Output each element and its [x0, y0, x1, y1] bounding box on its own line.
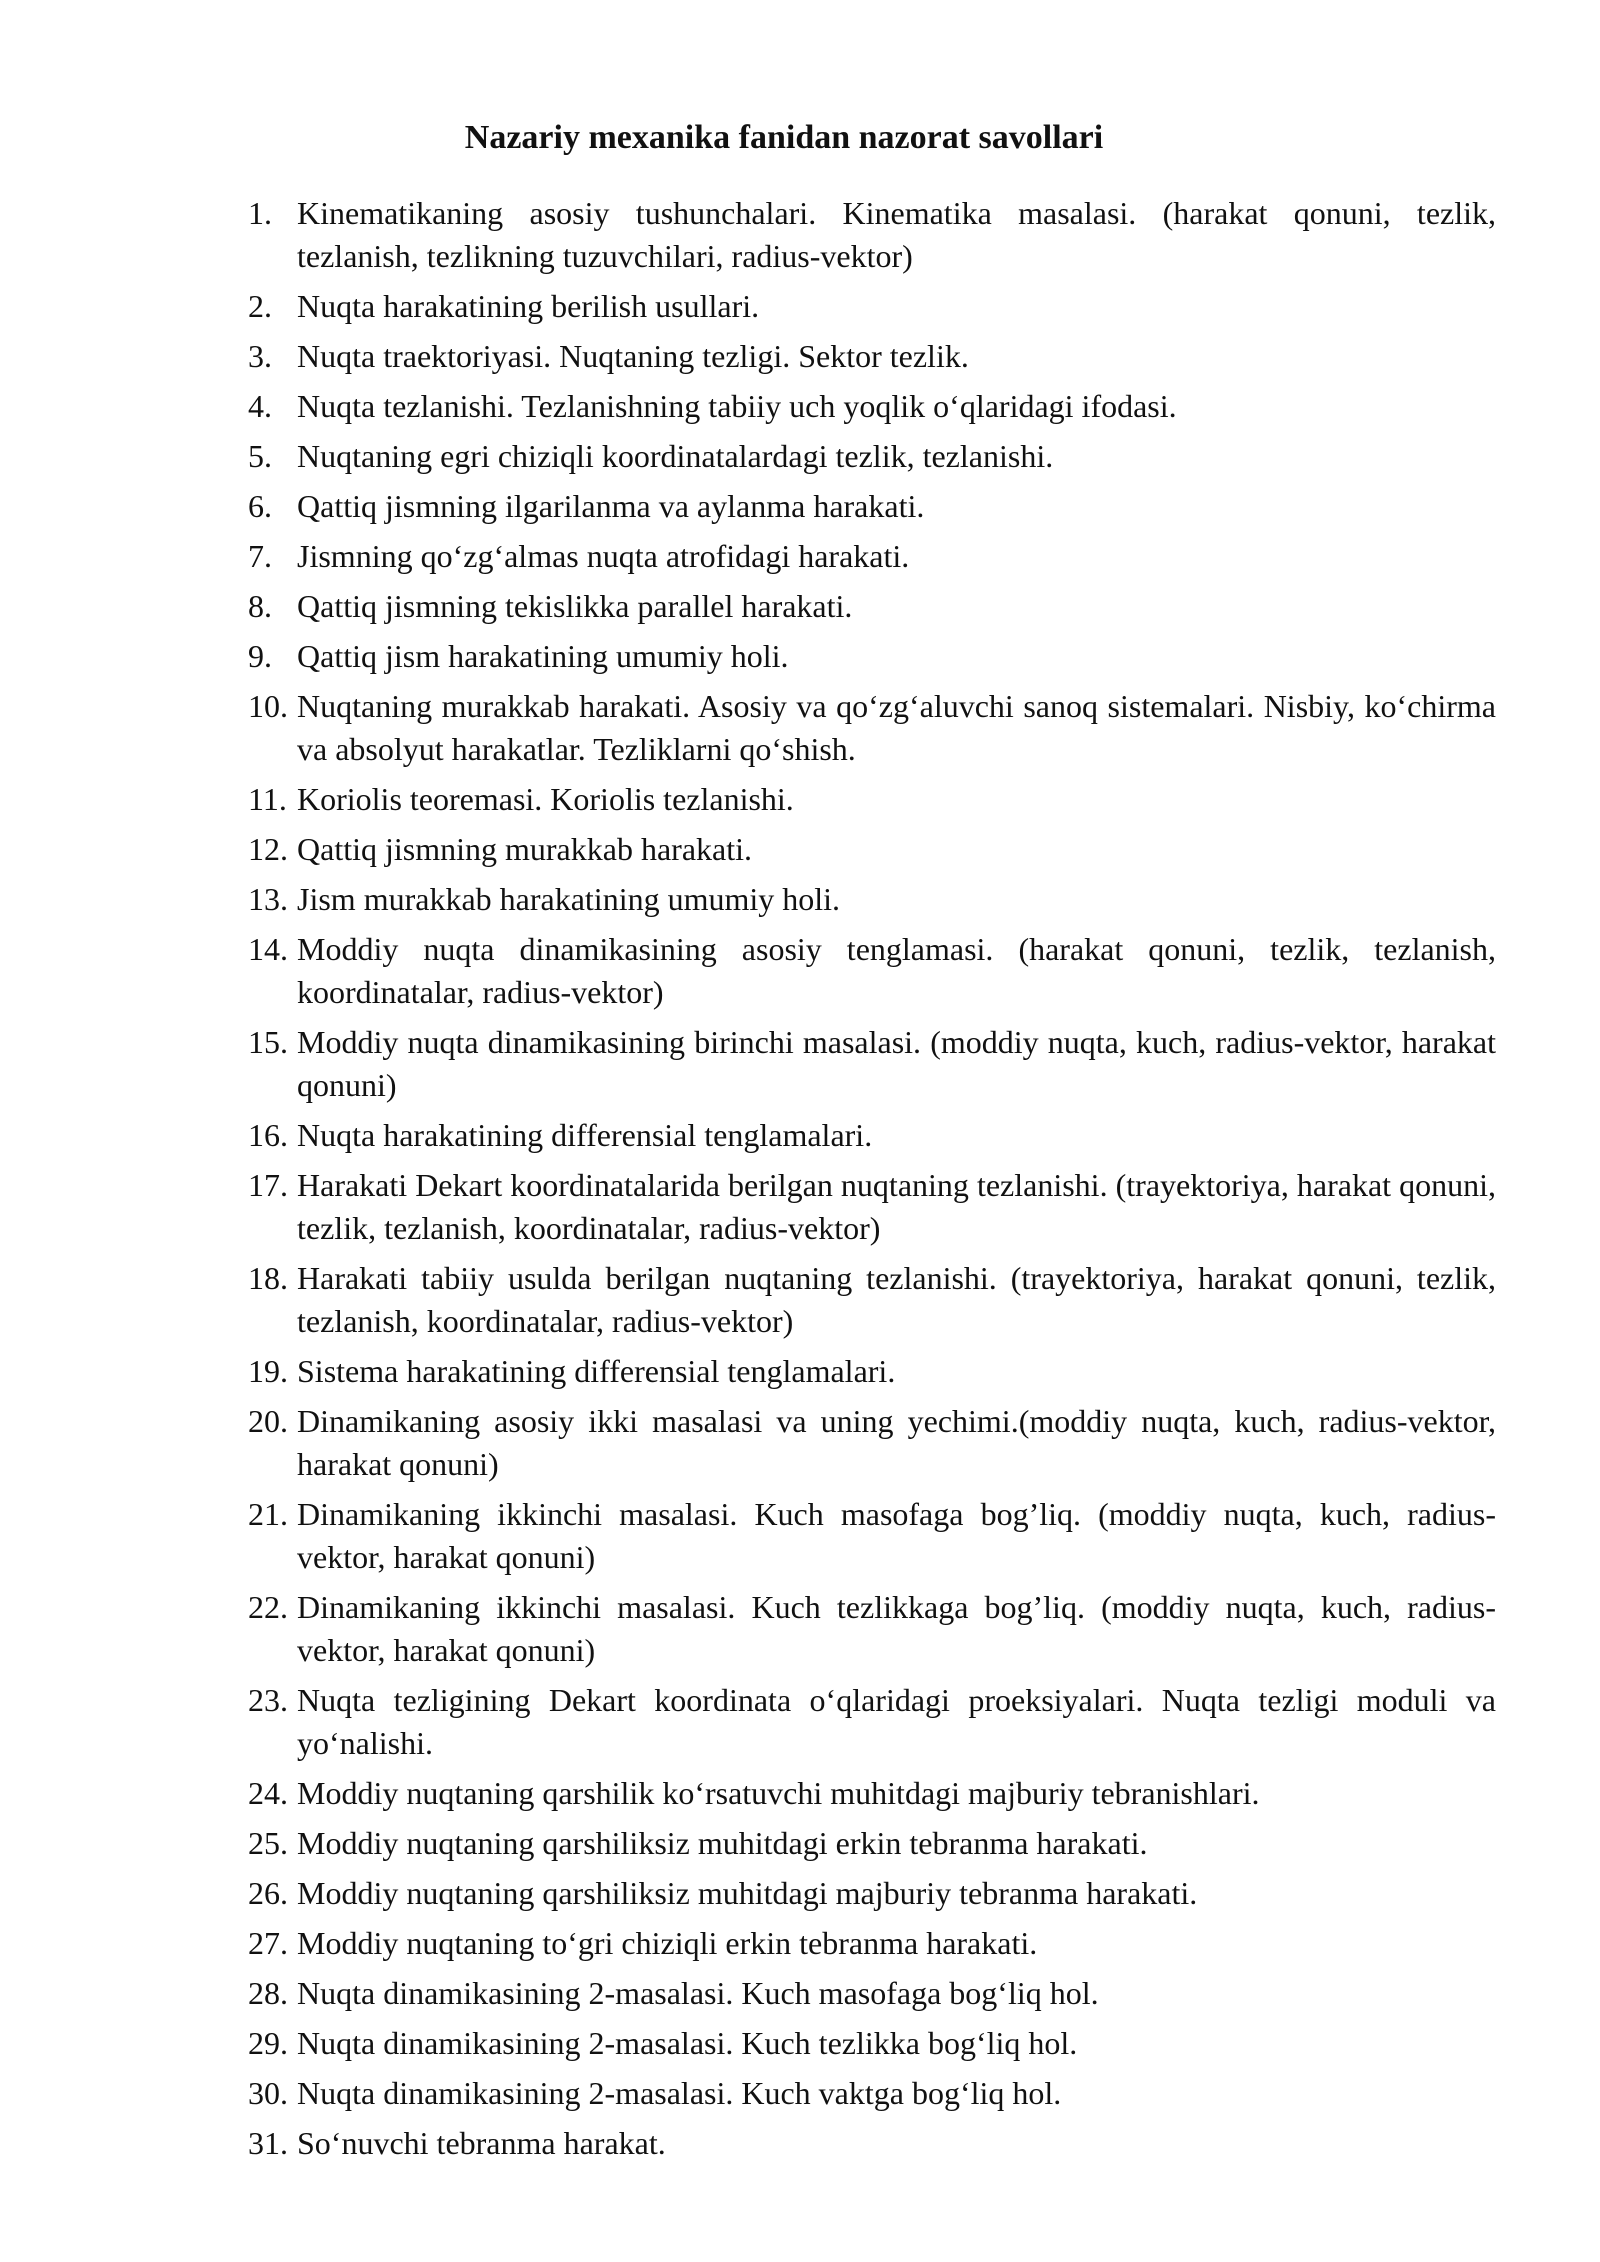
- question-item: [248, 828, 1496, 871]
- question-number: 15.: [248, 1024, 288, 1060]
- question-item: [248, 2072, 1496, 2115]
- question-number: 13.: [248, 881, 288, 917]
- question-item: [248, 1922, 1496, 1965]
- question-text: Nuqta dinamikasining 2-masalasi. Kuch tezlikka bog‘liq hol.: [297, 2025, 1078, 2061]
- question-item: [248, 435, 1496, 478]
- question-text: Moddiy nuqtaning to‘gri chiziqli erkin tebranma harakati.: [297, 1925, 1038, 1961]
- question-number: 28.: [248, 1975, 288, 2011]
- question-item: [248, 1114, 1496, 1157]
- question-text: Dinamikaning ikkinchi masalasi. Kuch tezlikkaga bog’liq. (moddiy nuqta, kuch, radius-vektor, harakat qonuni): [297, 1589, 1496, 1668]
- question-item: [248, 1586, 1496, 1672]
- question-number: 20.: [248, 1403, 288, 1439]
- question-item: [248, 192, 1496, 278]
- question-text: Qattiq jismning murakkab harakati.: [297, 831, 752, 867]
- question-item: [248, 2122, 1496, 2165]
- question-number: 12.: [248, 831, 288, 867]
- question-item: [248, 878, 1496, 921]
- question-text: Nuqta tezligining Dekart koordinata o‘qlaridagi proeksiyalari. Nuqta tezligi moduli va yo‘nalishi.: [297, 1682, 1496, 1761]
- question-text: So‘nuvchi tebranma harakat.: [297, 2125, 666, 2161]
- question-item: [248, 1679, 1496, 1765]
- question-text: Moddiy nuqtaning qarshilik ko‘rsatuvchi muhitdagi majburiy tebranishlari.: [297, 1775, 1260, 1811]
- question-list: [248, 192, 1496, 2172]
- question-item: [248, 1350, 1496, 1393]
- question-text: Harakati tabiiy usulda berilgan nuqtaning tezlanishi. (trayektoriya, harakat qonuni, tezlik, tezlanish, koordinatalar, radius-vektor): [297, 1260, 1496, 1339]
- question-text: Moddiy nuqta dinamikasining asosiy tenglamasi. (harakat qonuni, tezlik, tezlanish, koordinatalar, radius-vektor): [297, 931, 1496, 1010]
- question-number: 16.: [248, 1117, 288, 1153]
- question-item: [248, 335, 1496, 378]
- question-text: Sistema harakatining differensial tenglamalari.: [297, 1353, 896, 1389]
- question-item: [248, 1493, 1496, 1579]
- question-number: 22.: [248, 1589, 288, 1625]
- question-item: [248, 1021, 1496, 1107]
- question-number: 6.: [248, 488, 272, 524]
- question-text: Nuqtaning egri chiziqli koordinatalardagi tezlik, tezlanishi.: [297, 438, 1054, 474]
- document-title: Nazariy mexanika fanidan nazorat savollari: [464, 119, 1104, 156]
- question-item: [248, 778, 1496, 821]
- question-number: 19.: [248, 1353, 288, 1389]
- question-text: Kinematikaning asosiy tushunchalari. Kinematika masalasi. (harakat qonuni, tezlik, tezlanish, tezlikning tuzuvchilari, radius-vektor): [297, 195, 1496, 274]
- question-text: Nuqta tezlanishi. Tezlanishning tabiiy uch yoqlik o‘qlaridagi ifodasi.: [297, 388, 1177, 424]
- question-item: [248, 535, 1496, 578]
- question-number: 25.: [248, 1825, 288, 1861]
- question-item: [248, 1772, 1496, 1815]
- question-number: 23.: [248, 1682, 288, 1718]
- question-text: Nuqta dinamikasining 2-masalasi. Kuch vaktga bog‘liq hol.: [297, 2075, 1062, 2111]
- question-text: Nuqtaning murakkab harakati. Asosiy va qo‘zg‘aluvchi sanoq sistemalari. Nisbiy, ko‘chirma va absolyut harakatlar. Tezliklarni qo‘shish.: [297, 688, 1496, 767]
- question-number: 18.: [248, 1260, 288, 1296]
- question-item: [248, 1164, 1496, 1250]
- question-number: 29.: [248, 2025, 288, 2061]
- question-number: 17.: [248, 1167, 288, 1203]
- question-text: Koriolis teoremasi. Koriolis tezlanishi.: [297, 781, 794, 817]
- question-item: [248, 2022, 1496, 2065]
- question-text: Qattiq jismning tekislikka parallel harakati.: [297, 588, 853, 624]
- question-number: 2.: [248, 288, 272, 324]
- question-number: 11.: [248, 781, 287, 817]
- question-item: [248, 1972, 1496, 2015]
- question-item: [248, 485, 1496, 528]
- question-number: 1.: [248, 195, 272, 231]
- question-number: 26.: [248, 1875, 288, 1911]
- question-text: Jismning qo‘zg‘almas nuqta atrofidagi harakati.: [297, 538, 910, 574]
- question-number: 9.: [248, 638, 272, 674]
- question-number: 24.: [248, 1775, 288, 1811]
- question-text: Nuqta harakatining differensial tenglamalari.: [297, 1117, 873, 1153]
- question-text: Moddiy nuqtaning qarshiliksiz muhitdagi erkin tebranma harakati.: [297, 1825, 1148, 1861]
- question-item: [248, 1400, 1496, 1486]
- question-item: [248, 585, 1496, 628]
- question-number: 30.: [248, 2075, 288, 2111]
- question-item: [248, 1257, 1496, 1343]
- question-item: [248, 928, 1496, 1014]
- question-number: 4.: [248, 388, 272, 424]
- question-number: 10.: [248, 688, 288, 724]
- question-number: 27.: [248, 1925, 288, 1961]
- question-text: Dinamikaning ikkinchi masalasi. Kuch masofaga bog’liq. (moddiy nuqta, kuch, radius-vektor, harakat qonuni): [297, 1496, 1496, 1575]
- question-text: Nuqta traektoriyasi. Nuqtaning tezligi. Sektor tezlik.: [297, 338, 969, 374]
- question-item: [248, 1822, 1496, 1865]
- question-number: 7.: [248, 538, 272, 574]
- question-item: [248, 285, 1496, 328]
- question-item: [248, 635, 1496, 678]
- question-text: Nuqta harakatining berilish usullari.: [297, 288, 760, 324]
- question-text: Nuqta dinamikasining 2-masalasi. Kuch masofaga bog‘liq hol.: [297, 1975, 1099, 2011]
- question-text: Harakati Dekart koordinatalarida berilgan nuqtaning tezlanishi. (trayektoriya, harakat qonuni, tezlik, tezlanish, koordinatalar, radius-vektor): [297, 1167, 1496, 1246]
- question-text: Moddiy nuqta dinamikasining birinchi masalasi. (moddiy nuqta, kuch, radius-vektor, harakat qonuni): [297, 1024, 1496, 1103]
- question-item: [248, 1872, 1496, 1915]
- question-text: Qattiq jism harakatining umumiy holi.: [297, 638, 789, 674]
- question-number: 14.: [248, 931, 288, 967]
- question-item: [248, 685, 1496, 771]
- question-text: Dinamikaning asosiy ikki masalasi va uning yechimi.(moddiy nuqta, kuch, radius-vektor, harakat qonuni): [297, 1403, 1496, 1482]
- question-text: Qattiq jismning ilgarilanma va aylanma harakati.: [297, 488, 925, 524]
- question-text: Jism murakkab harakatining umumiy holi.: [297, 881, 841, 917]
- question-number: 5.: [248, 438, 272, 474]
- question-number: 31.: [248, 2125, 288, 2161]
- question-number: 3.: [248, 338, 272, 374]
- question-number: 21.: [248, 1496, 288, 1532]
- question-number: 8.: [248, 588, 272, 624]
- question-text: Moddiy nuqtaning qarshiliksiz muhitdagi majburiy tebranma harakati.: [297, 1875, 1198, 1911]
- question-item: [248, 385, 1496, 428]
